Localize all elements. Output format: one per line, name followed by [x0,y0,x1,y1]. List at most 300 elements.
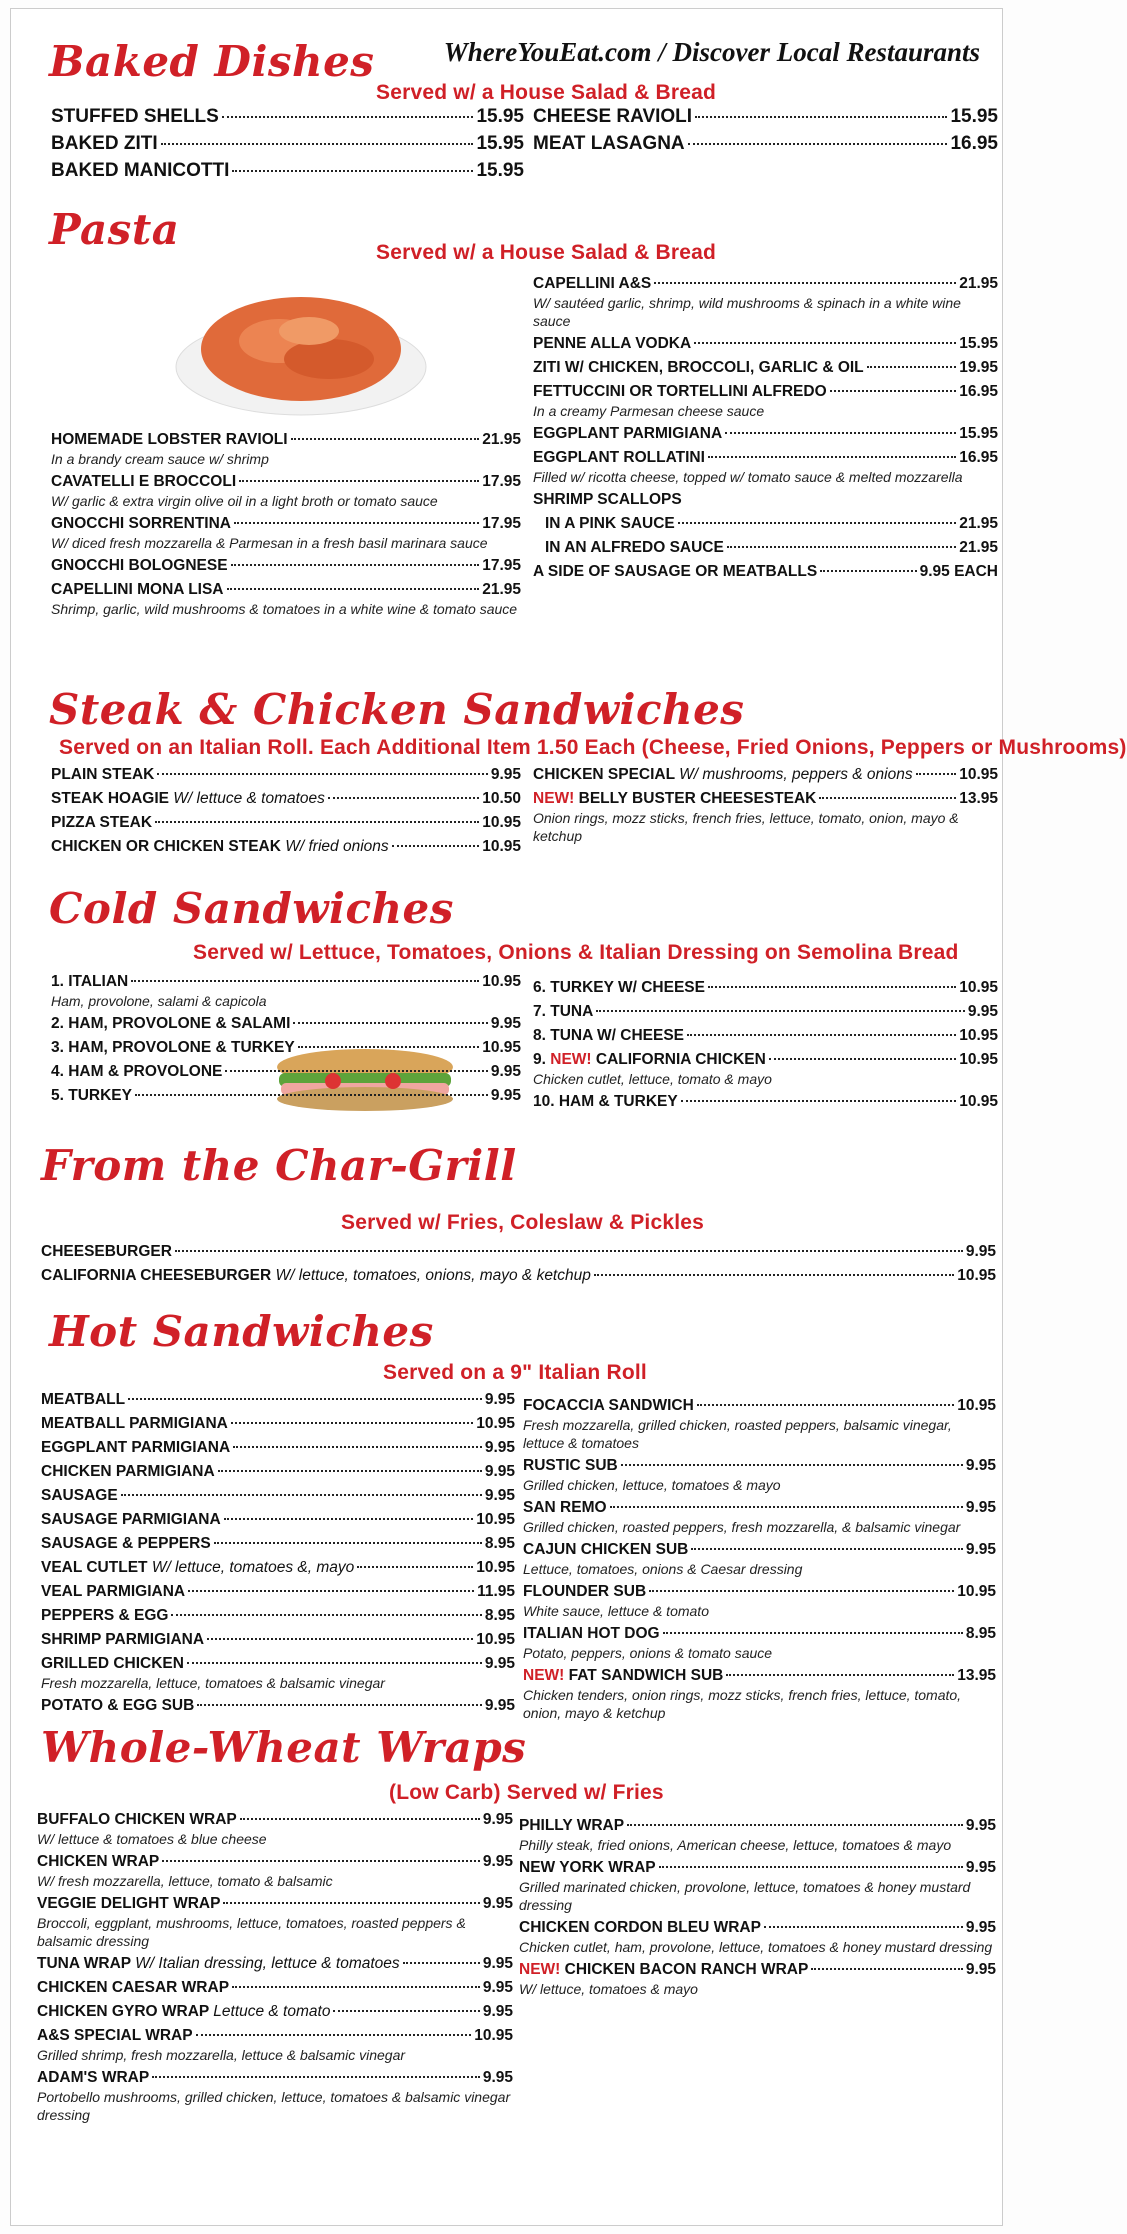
menu-item-name-group [545,537,724,558]
menu-item-line [51,159,524,183]
menu-item-name: CHICKEN PARMIGIANA [41,1463,215,1480]
menu-item-line [41,1581,515,1602]
menu-item-name: SAUSAGE PARMIGIANA [41,1511,221,1528]
dot-leader [610,1506,963,1508]
menu-item-price: 10.95 [957,1583,996,1600]
menu-item [41,1509,515,1530]
menu-item [523,1395,996,1452]
menu-item-description: Shrimp, garlic, wild mushrooms & tomatoes in a white wine & tomato sauce [51,601,518,617]
menu-item-line [41,1265,996,1286]
menu-item [41,1605,515,1626]
menu-item-name-group [51,555,228,576]
menu-item-name-group [41,1389,125,1410]
dot-leader [769,1058,956,1060]
section-subtitle-pasta: Served w/ a House Salad & Bread [376,241,716,264]
menu-item-price: 15.95 [950,106,998,127]
menu-item-price: 9.95 [490,766,521,783]
menu-item-description: In a creamy Parmesan cheese sauce [533,403,765,419]
menu-item-price: 21.95 [959,515,998,532]
menu-item-name-group [533,447,705,468]
menu-item-price: 21.95 [959,539,998,556]
menu-item-name-group [51,159,229,183]
menu-item-name-group [523,1665,723,1686]
menu-item-name-group [51,1037,295,1058]
menu-item [533,561,998,582]
dot-leader [678,522,956,524]
dot-leader [764,1926,963,1928]
menu-item-line [37,1809,513,1830]
menu-item-name-group [519,1857,656,1878]
menu-item-name-group [41,1695,194,1716]
menu-item-price: 9.95 [965,1961,996,1978]
menu-item-name-group [533,1049,766,1070]
dot-leader [222,116,474,118]
menu-item-name-group [37,2067,149,2088]
menu-item-name-group [37,1977,229,1998]
menu-item-description: W/ lettuce & tomatoes & blue cheese [37,1831,267,1847]
section-title-baked: Baked Dishes [49,37,375,86]
menu-item-line [41,1557,515,1578]
menu-item-price: 9.95 [490,1063,521,1080]
menu-item [37,2067,513,2124]
pasta-dish-image [169,271,434,419]
dot-leader [621,1464,963,1466]
menu-item-line [533,1091,998,1112]
menu-item-name-group [37,2025,193,2046]
menu-item-name-group [533,1091,678,1112]
menu-item-name-group [533,1001,593,1022]
dot-leader [232,170,473,172]
menu-item [37,1893,513,1950]
menu-item-name: A SIDE OF SAUSAGE OR MEATBALLS [533,563,818,580]
menu-item-line [533,105,998,129]
menu-item-name: 4. HAM & PROVOLONE [51,1063,223,1080]
menu-item [41,1461,515,1482]
steak-left-column [51,764,521,860]
menu-item-name-group [533,381,827,402]
menu-item-line [523,1497,996,1518]
menu-item-price: 9.95 [484,1487,515,1504]
menu-item [41,1241,996,1262]
menu-item-line [51,1037,521,1058]
menu-item [533,1049,998,1088]
menu-item-line [533,333,998,354]
dot-leader [232,1986,480,1988]
menu-item-line [519,1815,996,1836]
menu-item-line [41,1605,515,1626]
dot-leader [171,1614,481,1616]
menu-item [37,2001,513,2022]
menu-item [533,977,998,998]
menu-item-name: STEAK HOAGIE [51,790,169,807]
wraps-left-column [37,1809,513,2127]
menu-item-name-group [41,1629,204,1650]
menu-item-name: CAPELLINI MONA LISA [51,581,224,598]
menu-item-name-group [41,1413,228,1434]
menu-item-line [533,423,998,444]
dot-leader [152,2076,480,2078]
dot-leader [663,1632,963,1634]
menu-item-name: CHICKEN OR CHICKEN STEAK [51,838,281,855]
menu-item-name: 10. HAM & TURKEY [533,1093,678,1110]
dot-leader [225,1070,487,1072]
menu-item-description: Grilled chicken, lettuce, tomatoes & mayo [523,1477,781,1493]
menu-item-name: TUNA WRAP [37,1955,131,1972]
hot-right-column [523,1395,996,1725]
menu-item-name-group [533,333,691,354]
menu-item [51,764,521,785]
menu-item-name: SAN REMO [523,1499,607,1516]
menu-item-line [51,1013,521,1034]
menu-item-price: 10.95 [959,1027,998,1044]
menu-item-name-group [51,513,231,534]
menu-item-name-group [523,1497,607,1518]
menu-item-inline-desc: W/ lettuce & tomatoes [173,790,325,807]
menu-item-line [41,1437,515,1458]
menu-item-price: 9.95 [965,1243,996,1260]
dot-leader [654,282,956,284]
menu-item-description: Fresh mozzarella, lettuce, tomatoes & balsamic vinegar [41,1675,385,1691]
menu-item-price: 11.95 [477,1583,515,1600]
menu-item-price: 8.95 [965,1625,996,1642]
menu-item-line [523,1623,996,1644]
menu-item [519,1815,996,1854]
dot-leader [594,1274,954,1276]
menu-item-name: 1. ITALIAN [51,973,129,990]
menu-item-price: 10.95 [482,1039,521,1056]
menu-item-price: 10.95 [957,1397,996,1414]
menu-item-name: ADAM'S WRAP [37,2069,150,2086]
section-subtitle-cold: Served w/ Lettuce, Tomatoes, Onions & Italian Dressing on Semolina Bread [193,941,959,964]
cold-left-column [51,971,521,1109]
menu-item-line [533,513,998,534]
section-title-hot: Hot Sandwiches [49,1307,434,1356]
menu-item-line [533,273,998,294]
dot-leader [231,564,480,566]
menu-item-name: BUFFALO CHICKEN WRAP [37,1811,237,1828]
menu-item-price: 10.95 [482,838,521,855]
menu-item-line [37,2025,513,2046]
menu-item-price: 10.95 [476,1631,515,1648]
menu-item-price: 19.95 [959,359,998,376]
menu-item-name: PIZZA STEAK [51,814,153,831]
menu-item-description: W/ garlic & extra virgin olive oil in a light broth or tomato sauce [51,493,438,509]
menu-item [533,513,998,534]
menu-item-name-group [51,971,128,992]
section-title-steak: Steak & Chicken Sandwiches [49,685,745,734]
menu-item-line [533,132,998,156]
menu-item-line [37,1893,513,1914]
dot-leader [161,143,474,145]
menu-item-name-group [533,561,817,582]
menu-item-name-group [533,105,692,129]
menu-item-name-group [51,764,154,785]
menu-item [51,836,521,857]
menu-item-price: 10.95 [957,1267,996,1284]
menu-item-name: SHRIMP PARMIGIANA [41,1631,205,1648]
menu-item-price: 17.95 [482,515,521,532]
menu-item-price: 10.95 [959,766,998,783]
menu-item-name: CALIFORNIA CHEESEBURGER [41,1267,272,1284]
menu-item-name-group [51,471,236,492]
menu-item-price: 21.95 [482,431,521,448]
menu-item-price: 9.95 [965,1919,996,1936]
menu-item-description: Onion rings, mozz sticks, french fries, lettuce, tomato, onion, mayo & ketchup [533,810,959,844]
new-badge: NEW! [519,1961,561,1978]
menu-item-description: Fresh mozzarella, grilled chicken, roasted peppers, balsamic vinegar, lettuce & tomatoes [523,1417,952,1451]
menu-item [533,333,998,354]
menu-item-price: 10.95 [959,1051,998,1068]
section-subtitle-hot: Served on a 9" Italian Roll [383,1361,647,1384]
menu-item-name: A&S SPECIAL WRAP [37,2027,193,2044]
menu-item-name-group [523,1539,688,1560]
menu-item-name: CHICKEN SPECIAL [533,766,675,783]
menu-item [51,812,521,833]
menu-item [41,1437,515,1458]
menu-item-line [41,1389,515,1410]
menu-item-line [533,381,998,402]
menu-item [519,1959,996,1998]
menu-item-name: PENNE ALLA VODKA [533,335,692,352]
menu-item-price: 9.95 [965,1817,996,1834]
dot-leader [223,1902,479,1904]
menu-item [533,273,998,330]
menu-item [533,788,998,845]
new-badge: NEW! [550,1051,592,1068]
dot-leader [727,546,956,548]
menu-item-name: FLOUNDER SUB [523,1583,647,1600]
menu-item-price: 15.95 [959,335,998,352]
menu-item-line [51,579,521,600]
menu-item [41,1629,515,1650]
menu-item-line [519,1959,996,1980]
menu-item [51,971,521,1010]
menu-item-name-group [51,788,325,809]
menu-item-name-group [523,1455,618,1476]
section-subtitle-baked: Served w/ a House Salad & Bread [376,81,716,104]
menu-item [519,1917,996,1956]
menu-item-name: 2. HAM, PROVOLONE & SALAMI [51,1015,291,1032]
menu-item [533,381,998,420]
menu-item-line [533,764,998,785]
menu-item-description: Potato, peppers, onions & tomato sauce [523,1645,773,1661]
menu-item-description: Grilled shrimp, fresh mozzarella, lettuce & balsamic vinegar [37,2047,406,2063]
menu-item-name: GRILLED CHICKEN [41,1655,184,1672]
menu-item-description: Chicken tenders, onion rings, mozz sticks, french fries, lettuce, tomato, onion, mayo & ketchup [523,1687,962,1721]
menu-item-name: NEW YORK WRAP [519,1859,656,1876]
dot-leader [131,980,479,982]
menu-item-description: Portobello mushrooms, grilled chicken, lettuce, tomatoes & balsamic vinegar dressing [37,2089,511,2123]
menu-item [51,1013,521,1034]
menu-item-name: 5. TURKEY [51,1087,132,1104]
menu-item [51,1037,521,1058]
menu-item-name-group [533,423,722,444]
menu-item [41,1653,515,1692]
dot-leader [175,1250,963,1252]
menu-item-line [51,1085,521,1106]
menu-item-description: Filled w/ ricotta cheese, topped w/ tomato sauce & melted mozzarella [533,469,963,485]
menu-item-price: 21.95 [482,581,521,598]
menu-item-price: 9.95 [484,1391,515,1408]
menu-item-price: 9.95 [965,1859,996,1876]
cold-right-column [533,977,998,1115]
menu-item-price: 10.95 [474,2027,513,2044]
menu-item [51,579,521,618]
menu-item-name-group [41,1265,591,1286]
site-watermark: WhereYouEat.com / Discover Local Restaurants [443,37,980,67]
menu-item-name-group [41,1605,168,1626]
menu-item-name: CHEESEBURGER [41,1243,172,1260]
menu-item-line [51,1061,521,1082]
menu-item-line [533,537,998,558]
menu-item-name: VEAL CUTLET [41,1559,148,1576]
menu-page [10,8,1127,2226]
menu-item-name-group [533,977,705,998]
dot-leader [596,1010,965,1012]
dot-leader [695,116,947,118]
dot-leader [691,1548,962,1550]
menu-item-price: 9.95 [482,2069,513,2086]
dot-leader [233,1446,482,1448]
menu-item [37,2025,513,2064]
menu-item [523,1455,996,1494]
dot-leader [659,1866,963,1868]
menu-item-line [533,447,998,468]
menu-item-name-group [41,1653,184,1674]
section-title-pasta: Pasta [49,205,180,254]
menu-item-name-group [533,788,816,809]
dot-leader [196,2034,472,2036]
menu-item [523,1665,996,1722]
menu-item-line [41,1241,996,1262]
menu-item-name: ITALIAN HOT DOG [523,1625,660,1642]
menu-item-price: 15.95 [476,106,524,127]
menu-item-name: PLAIN STEAK [51,766,155,783]
menu-item-name: VEGGIE DELIGHT WRAP [37,1895,221,1912]
menu-item [523,1497,996,1536]
dot-leader [357,1566,473,1568]
menu-item-description: Grilled chicken, roasted peppers, fresh mozzarella, & balsamic vinegar [523,1519,961,1535]
menu-item-name: BAKED ZITI [51,133,158,154]
menu-item-line [37,1953,513,1974]
menu-item-line [533,977,998,998]
menu-item-line [519,1857,996,1878]
menu-item-name-group [41,1533,211,1554]
menu-item-name-group [533,357,864,378]
menu-item [533,105,998,129]
menu-item-name: EGGPLANT PARMIGIANA [533,425,723,442]
dot-leader [162,1860,480,1862]
menu-item [519,1857,996,1914]
menu-item-name: MEATBALL [41,1391,126,1408]
dot-leader [694,342,956,344]
menu-item-price: 9.95 [484,1439,515,1456]
dot-leader [681,1100,957,1102]
menu-item-name: EGGPLANT PARMIGIANA [41,1439,231,1456]
section-subtitle-wraps: (Low Carb) Served w/ Fries [389,1781,664,1804]
dot-leader [916,773,957,775]
menu-item-price: 8.95 [484,1535,515,1552]
dot-leader [697,1404,954,1406]
menu-item [41,1389,515,1410]
menu-item-name-group [37,2001,330,2022]
menu-item-price: 10.95 [959,1093,998,1110]
dot-leader [392,845,480,847]
menu-item [523,1539,996,1578]
menu-item-name: CHICKEN BACON RANCH WRAP [564,1961,809,1978]
menu-item-name: CHICKEN WRAP [37,1853,160,1870]
menu-item-name-group [533,132,685,156]
menu-item-price: 10.50 [482,790,521,807]
menu-item-line [51,513,521,534]
menu-item [533,764,998,785]
menu-item [37,1953,513,1974]
menu-item-price: 16.95 [950,133,998,154]
menu-item-name-group [545,513,675,534]
menu-item-line [533,1049,998,1070]
menu-item-line [523,1395,996,1416]
menu-item-name-group [519,1959,808,1980]
menu-item-price: 9.95 [965,1541,996,1558]
menu-item-line [37,2001,513,2022]
menu-item-name-group [41,1509,221,1530]
new-badge: NEW! [533,790,575,807]
menu-item-name: FOCACCIA SANDWICH [523,1397,694,1414]
menu-item-line [41,1695,515,1716]
dot-leader [726,1674,954,1676]
menu-item-name-group [533,764,913,785]
menu-item-name: RUSTIC SUB [523,1457,618,1474]
menu-item-description: Grilled marinated chicken, provolone, lettuce, tomatoes & honey mustard dressing [519,1879,971,1913]
menu-item [51,513,521,552]
grill-column [41,1241,996,1289]
menu-item-name: SAUSAGE [41,1487,118,1504]
menu-item [37,1977,513,1998]
menu-item [51,471,521,510]
menu-item-name: CAJUN CHICKEN SUB [523,1541,689,1558]
dot-leader [687,1034,956,1036]
dot-leader [197,1704,482,1706]
menu-item-name-group [37,1893,220,1914]
menu-item-price: 9.95 [484,1655,515,1672]
menu-item-price: 15.95 [959,425,998,442]
menu-item-line [51,555,521,576]
menu-item-name: MEATBALL PARMIGIANA [41,1415,228,1432]
menu-item-name: CHEESE RAVIOLI [533,106,693,127]
menu-item-price: 9.95 [482,1955,513,1972]
menu-item [41,1533,515,1554]
menu-item-price: 16.95 [959,449,998,466]
menu-item [37,1809,513,1848]
section-subtitle-steak: Served on an Italian Roll. Each Additional Item 1.50 Each (Cheese, Fried Onions, Peppers or Mushrooms) [59,736,1127,759]
menu-item-name-group [533,273,651,294]
menu-item-line [533,1025,998,1046]
pasta-left-column [51,429,521,621]
menu-item [533,1001,998,1022]
dot-leader [298,1046,479,1048]
menu-item-name: EGGPLANT ROLLATINI [533,449,705,466]
menu-item-line [51,812,521,833]
menu-item [51,1085,521,1106]
dot-leader [207,1638,473,1640]
menu-item-description: White sauce, lettuce & tomato [523,1603,709,1619]
menu-item-description: Broccoli, eggplant, mushrooms, lettuce, tomatoes, roasted peppers & balsamic dressing [37,1915,466,1949]
dot-leader [403,1962,480,1964]
menu-item-line [523,1665,996,1686]
menu-item-line [51,132,524,156]
menu-item [51,132,524,156]
dot-leader [157,773,487,775]
